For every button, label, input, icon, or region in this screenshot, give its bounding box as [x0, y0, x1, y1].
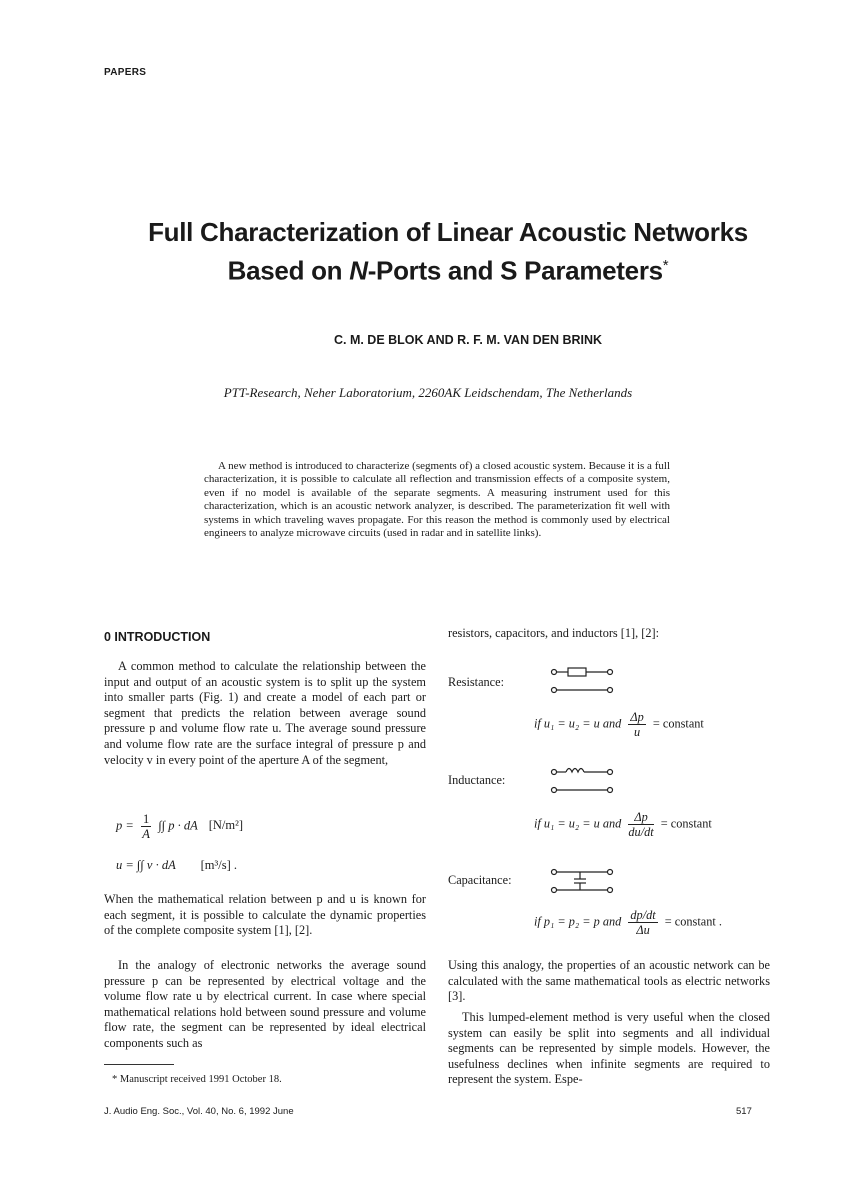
resistance-label: Resistance: — [448, 675, 505, 689]
inductor-symbol — [548, 764, 618, 798]
capacitance-label: Capacitance: — [448, 873, 512, 887]
paper-title — [80, 216, 816, 288]
section-heading: 0 INTRODUCTION — [104, 630, 211, 644]
footnote-rule — [104, 1064, 174, 1065]
equation-volume-flow: u = ∫∫ v · dA [m³/s] . — [116, 858, 238, 872]
analogy-paragraph: Using this analogy, the properties of an acoustic network can be calculated with the same mathematical tools as electric networks [3]. — [448, 958, 770, 1004]
component-intro: resistors, capacitors, and inductors [1], [2]: — [448, 626, 660, 640]
equation-pressure: p = $\frac{1}{A}$ ∫∫ p · dA [N/m²] — [116, 812, 243, 841]
inductance-condition: if u₁ = u₂ = u and $\frac{\Delta p}{du/dt}$ = constant — [534, 810, 712, 839]
intro-paragraph-3: In the analogy of electronic networks the average sound pressure p can be represented by electrical voltage and the volume flow rate u by electrical current. In case where special mathematical relations hold between sound pressure and volume flow rate, the segment can be represented by ideal electrical components such as — [104, 958, 426, 1050]
lumped-element-paragraph: This lumped-element method is very useful when the closed system can easily be split into segments and all individual segments can be represented by simple models. However, the usefulness declines when infinite segments are required to represent the system. Espe- — [448, 1010, 770, 1087]
title-line-2: Based on N-Ports and S Parameters* — [227, 255, 669, 286]
resistance-condition: if u₁ = u₂ = u and $\frac{\Delta p}{u}$ = constant — [534, 710, 704, 739]
footnote: * Manuscript received 1991 October 18. — [112, 1074, 282, 1085]
intro-paragraph-2: When the mathematical relation between p and u is known for each segment, it is possible to calculate the dynamic properties of the complete composite system [1], [2]. — [104, 892, 426, 938]
authors: C. M. DE BLOK AND R. F. M. VAN DEN BRINK — [333, 333, 603, 347]
resistor-symbol — [548, 664, 618, 698]
page-number: 517 — [736, 1106, 752, 1117]
inductance-label: Inductance: — [448, 773, 506, 787]
section-label: PAPERS — [104, 67, 147, 78]
capacitance-condition: if p₁ = p₂ = p and $\frac{dp/dt}{\Delta u}$ = constant . — [534, 908, 722, 937]
abstract: A new method is introduced to characterize (segments of) a closed acoustic system. Because it is a full characterization, it is possible to calculate all reflection and transmission effects of a composite system, even if no model is available of the separate segments. A measuring instrument used for this characterization, which is an acoustic network analyzer, is described. The parameterization fit well with systems in which traveling waves propagate. For this reason the method is commonly used by electrical engineers to analyze microwave circuits (used in radar and in satellite links). — [204, 460, 670, 540]
intro-paragraph-1: A common method to calculate the relationship between the input and output of an acoustic system is to split up the system into smaller parts (Fig. 1) and create a model of each part or segment that predicts the relation between average sound pressure p and volume flow rate u. The average sound pressure and volume flow rate are the surface integral of pressure p and velocity v in every point of the aperture A of the segment, — [104, 659, 426, 767]
capacitor-symbol — [548, 866, 618, 900]
affiliation: PTT-Research, Neher Laboratorium, 2260AK Leidschendam, The Netherlands — [223, 385, 633, 400]
journal-citation: J. Audio Eng. Soc., Vol. 40, No. 6, 1992 June — [104, 1106, 294, 1117]
title-line-1: Full Characterization of Linear Acoustic Networks — [148, 217, 748, 247]
